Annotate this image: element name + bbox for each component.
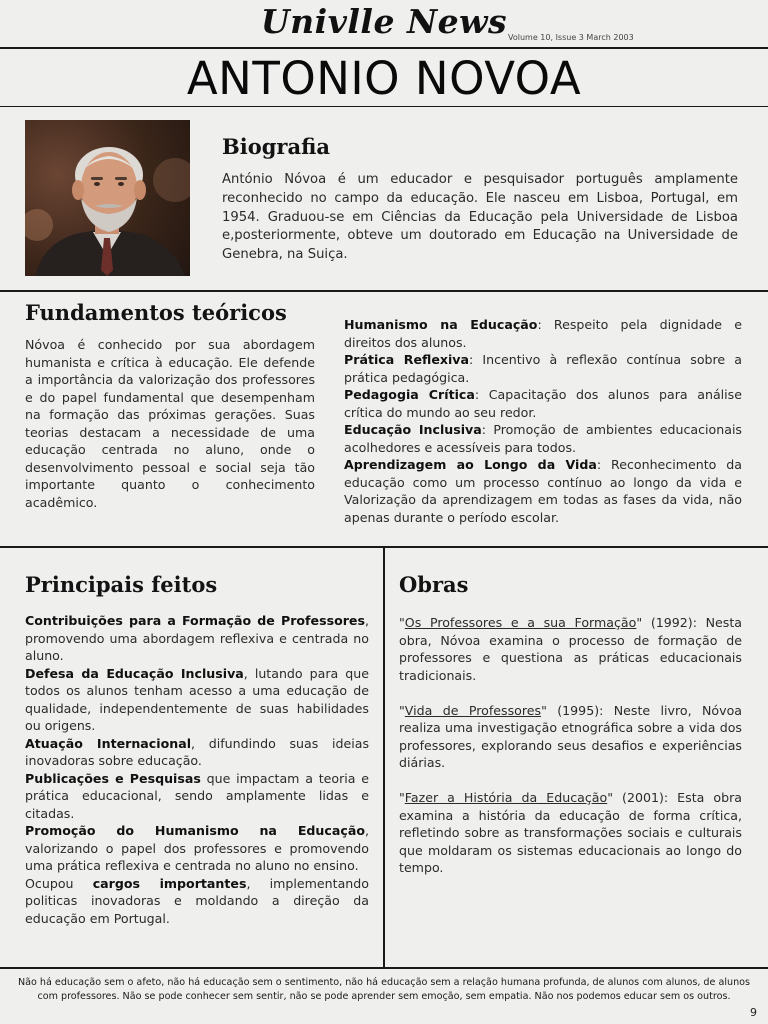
- achievement-item: Ocupou cargos importantes, implementando politicas inovadoras e moldando a direção da educação em Portugal.: [25, 875, 369, 926]
- foundation-item: [344, 316, 742, 351]
- works-heading: Obras: [399, 572, 469, 597]
- achievement-item: [25, 822, 369, 875]
- foundation-item: [344, 351, 742, 386]
- work-item: "Os Professores e a sua Formação" (1992): Nesta obra, Nóvoa examina o processo de formação de professores e questiona as práticas educacionais tradicionais.: [399, 615, 743, 683]
- biography-text: António Nóvoa é um educador e pesquisador português amplamente reconhecido no campo da educação. Ele nasceu em Lisboa, Portugal, em 1954. Graduou-se em Ciências da Educação pela Universidade de Lisboa e,posteriormente, obteve um doutorado em Educação na Universidade de Genebra, na Suiça.: [222, 172, 738, 263]
- achievement-term: Publicações e Pesquisas: [25, 770, 201, 786]
- achievement-desc: , promovendo uma abordagem reflexiva e centrada no aluno.: [25, 613, 369, 663]
- achievement-item: [25, 665, 369, 735]
- foundation-term: Humanismo na Educação: [344, 317, 538, 332]
- achievements-list: [25, 612, 369, 927]
- foundations-heading: Fundamentos teóricos: [25, 300, 287, 325]
- achievement-item: [25, 612, 369, 665]
- foundation-desc: : Incentivo à reflexão contínua sobre a prática pedagógica.: [344, 352, 743, 385]
- work-title-link[interactable]: Os Professores e a sua Formação: [404, 615, 637, 630]
- achievement-term: Promoção do Humanismo na Educação: [25, 823, 365, 838]
- newspaper-masthead: Univlle News: [260, 2, 508, 41]
- title-rule: [0, 106, 768, 107]
- foundation-item: [344, 421, 742, 456]
- achievement-desc: , implementando politicas inovadoras e moldando a direção da educação em Portugal.: [25, 875, 369, 926]
- biography-heading: Biografia: [222, 134, 330, 159]
- work-item: "Vida de Professores" (1995): Neste livro, Nóvoa realiza uma investigação etnográfica sobre a vida dos professores, explorando seus desafios e experiências diárias.: [399, 702, 742, 770]
- foundation-item: [344, 386, 742, 421]
- portrait-photo: [25, 120, 190, 276]
- issue-info: Volume 10, Issue 3 March 2003: [508, 33, 634, 42]
- achievement-term: Defesa da Educação Inclusiva: [25, 665, 244, 681]
- foundation-term: Aprendizagem ao Longo da Vida: [344, 457, 597, 472]
- achievement-term: cargos importantes: [92, 875, 247, 891]
- achievements-heading: Principais feitos: [25, 572, 218, 597]
- page-number: 9: [750, 1006, 757, 1019]
- footer-rule: [0, 967, 768, 969]
- portrait-illustration: [25, 120, 190, 276]
- achievement-item: [25, 770, 369, 823]
- achievement-desc: , valorizando o papel dos professores e promovendo uma prática reflexiva e centrada no aluno no ensino.: [25, 823, 369, 873]
- foundation-desc: : Respeito pela dignidade e direitos dos alunos.: [344, 317, 743, 350]
- section-rule-1: [0, 290, 768, 292]
- foundation-term: Educação Inclusiva: [344, 422, 482, 437]
- foundation-item: [344, 456, 742, 526]
- foundations-text: Nóvoa é conhecido por sua abordagem humanista e crítica à educação. Ele defende a importância da valorização dos professores e do papel fundamental que desempenham na formação das próximas gerações. Suas teorias destacam a necessidade de uma educação centrada no aluno, onde o desenvolvimento pessoal e social seja tão importante quanto o conhecimento acadêmico.: [25, 337, 315, 510]
- foundation-desc: : Capacitação dos alunos para análise crítica do mundo ao seu redor.: [344, 387, 742, 420]
- work-title-link[interactable]: Fazer a História da Educação: [404, 790, 608, 805]
- works-list: [399, 614, 742, 877]
- foundations-list: [344, 316, 742, 526]
- column-divider: [383, 547, 385, 968]
- achievement-term: Contribuições para a Formação de Professores: [25, 613, 365, 628]
- work-desc: " (2001): Esta obra examina a história da educação de forma crítica, refletindo sobre as transformações sociais e culturais que moldaram os sistemas educacionais ao longo do tempo.: [399, 790, 742, 875]
- foundation-term: Prática Reflexiva: [344, 352, 470, 367]
- footer-quote: Não há educação sem o afeto, não há educação sem o sentimento, não há educação sem a relação humana profunda, de alunos com alunos, de alunos com professores. Não se pode conhecer sem sentir, não se pode aprender sem emoção, sem empatia. Não nos podemos educar sem os outros.: [17, 977, 751, 1002]
- achievement-term: Atuação Internacional: [25, 735, 192, 751]
- masthead-rule: [0, 47, 768, 49]
- work-item: "Fazer a História da Educação" (2001): Esta obra examina a história da educação de forma crítica, refletindo sobre as transformações sociais e culturais que moldaram os sistemas educacionais ao longo do tempo.: [399, 790, 742, 875]
- work-title-link[interactable]: Vida de Professores: [404, 702, 542, 718]
- work-desc: " (1992): Nesta obra, Nóvoa examina o processo de formação de professores e questiona as práticas educacionais tradicionais.: [399, 615, 743, 683]
- work-desc: " (1995): Neste livro, Nóvoa realiza uma investigação etnográfica sobre a vida dos professores, explorando seus desafios e experiências diárias.: [399, 702, 742, 770]
- foundation-desc: : Promoção de ambientes educacionais acolhedores e acessíveis para todos.: [344, 422, 742, 455]
- page-title: ANTONIO NOVOA: [186, 52, 582, 105]
- achievement-item: [25, 735, 369, 770]
- achievement-desc: , lutando para que todos os alunos tenham acesso a uma educação de qualidade, independentemente de suas habilidades ou origens.: [25, 665, 369, 733]
- foundation-term: Pedagogia Crítica: [344, 387, 475, 402]
- achievement-desc: , difundindo suas ideias inovadoras sobre educação.: [25, 735, 369, 768]
- achievement-desc: que impactam a teoria e prática educacional, sendo amplamente lidas e citadas.: [25, 770, 369, 821]
- foundation-desc: : Reconhecimento da educação como um processo contínuo ao longo da vida e Valorização da aprendizagem em todas as fases da vida, não apenas durante o período escolar.: [344, 457, 742, 525]
